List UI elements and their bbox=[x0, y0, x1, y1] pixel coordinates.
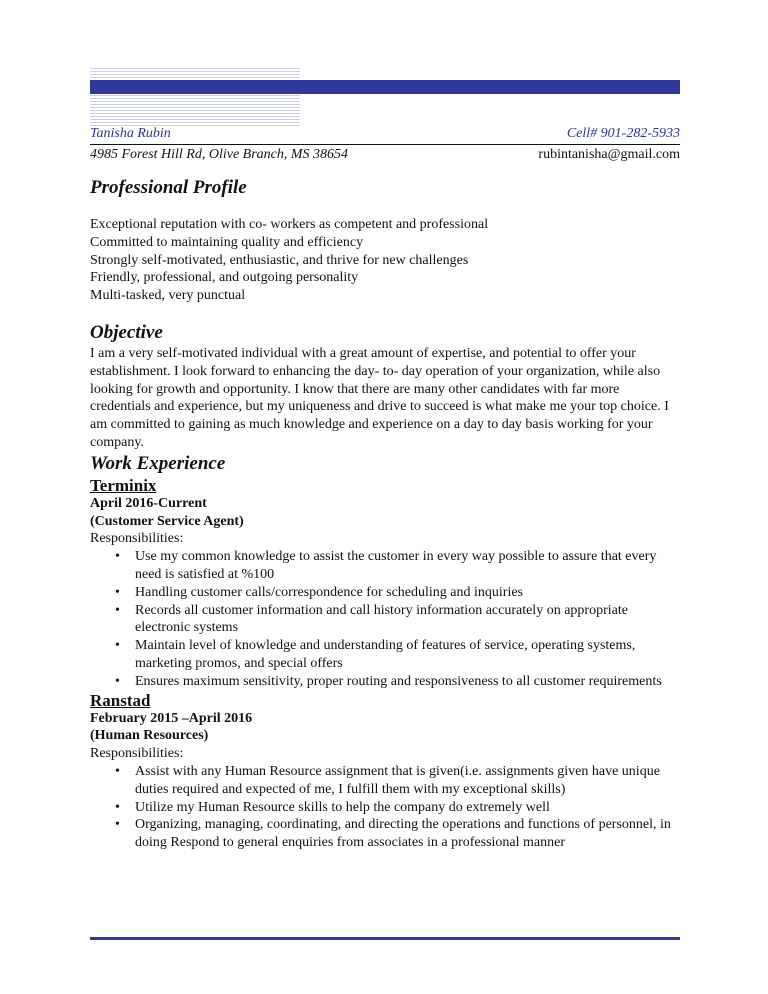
resume-body bbox=[90, 176, 680, 852]
profile-line: Friendly, professional, and outgoing personality bbox=[90, 270, 359, 286]
company-name: Terminix bbox=[90, 475, 157, 495]
job-role: (Human Resources) bbox=[90, 728, 209, 744]
job-period: February 2015 –April 2016 bbox=[90, 710, 253, 726]
profile-lines bbox=[90, 216, 680, 305]
list-item: • Assist with any Human Resource assignment that is given(i.e. assignments given have unique duties required and expected of me, I fulfill them with my exceptional skills) bbox=[90, 763, 680, 799]
email: rubintanisha@gmail.com bbox=[538, 147, 680, 162]
job-period: April 2016-Current bbox=[90, 495, 207, 511]
work-experience-heading: Work Experience bbox=[90, 452, 226, 474]
job-entry bbox=[90, 476, 680, 691]
profile-line: Exceptional reputation with co- workers as competent and professional bbox=[90, 217, 489, 232]
objective-heading: Objective bbox=[90, 321, 163, 343]
responsibilities-label: Responsibilities: bbox=[90, 746, 184, 762]
company-name: Ranstad bbox=[90, 690, 151, 710]
responsibilities-list bbox=[90, 763, 680, 852]
list-item: • Use my common knowledge to assist the customer in every way possible to assure that every need is satisfied at %100 bbox=[90, 548, 680, 584]
responsibilities-label: Responsibilities: bbox=[90, 531, 184, 547]
responsibilities-list bbox=[90, 548, 680, 690]
profile-heading: Professional Profile bbox=[90, 177, 247, 198]
list-item: • Maintain level of knowledge and understanding of features of service, operating systems, marketing promos, and special offers bbox=[90, 637, 680, 673]
profile-line: Committed to maintaining quality and efficiency bbox=[90, 234, 364, 250]
top-rule-bar bbox=[90, 80, 680, 94]
list-item: • Handling customer calls/correspondence for scheduling and inquiries bbox=[90, 584, 680, 602]
address: 4985 Forest Hill Rd, Olive Branch, MS 38654 bbox=[90, 147, 349, 162]
bottom-rule-bar bbox=[90, 937, 680, 940]
cell-phone: Cell# 901-282-5933 bbox=[566, 126, 680, 141]
header-hatch-decoration bbox=[90, 68, 300, 126]
name: Tanisha Rubin bbox=[90, 126, 171, 141]
name-row bbox=[90, 125, 680, 145]
list-item: • Utilize my Human Resource skills to help the company do extremely well bbox=[90, 799, 680, 817]
address-row bbox=[90, 146, 680, 164]
job-role: (Customer Service Agent) bbox=[90, 513, 244, 529]
profile-line: Strongly self-motivated, enthusiastic, and thrive for new challenges bbox=[90, 252, 469, 268]
list-item: • Records all customer information and call history information accurately on appropriate electronic systems bbox=[90, 602, 680, 638]
list-item: • Organizing, managing, coordinating, and directing the operations and functions of personnel, in doing Respond to general enquiries from associates in a professional manner bbox=[90, 816, 680, 852]
contact-header bbox=[90, 125, 680, 164]
profile-line: Multi-tasked, very punctual bbox=[90, 288, 246, 304]
list-item: • Ensures maximum sensitivity, proper routing and responsiveness to all customer requirements bbox=[90, 673, 680, 691]
objective-text: I am a very self-motivated individual with a great amount of expertise, and potential to offer your establishment. I look forward to enhancing the day- to- day operation of your organization, while also looking for growth and opportunity. I know that there are many other candidates with far more credentials and experience, but my uniqueness and drive to succeed is what make me your top choice. I am committed to gaining as much knowledge and experience on a day to day basis working for your company. bbox=[90, 345, 669, 450]
job-entry bbox=[90, 691, 680, 852]
